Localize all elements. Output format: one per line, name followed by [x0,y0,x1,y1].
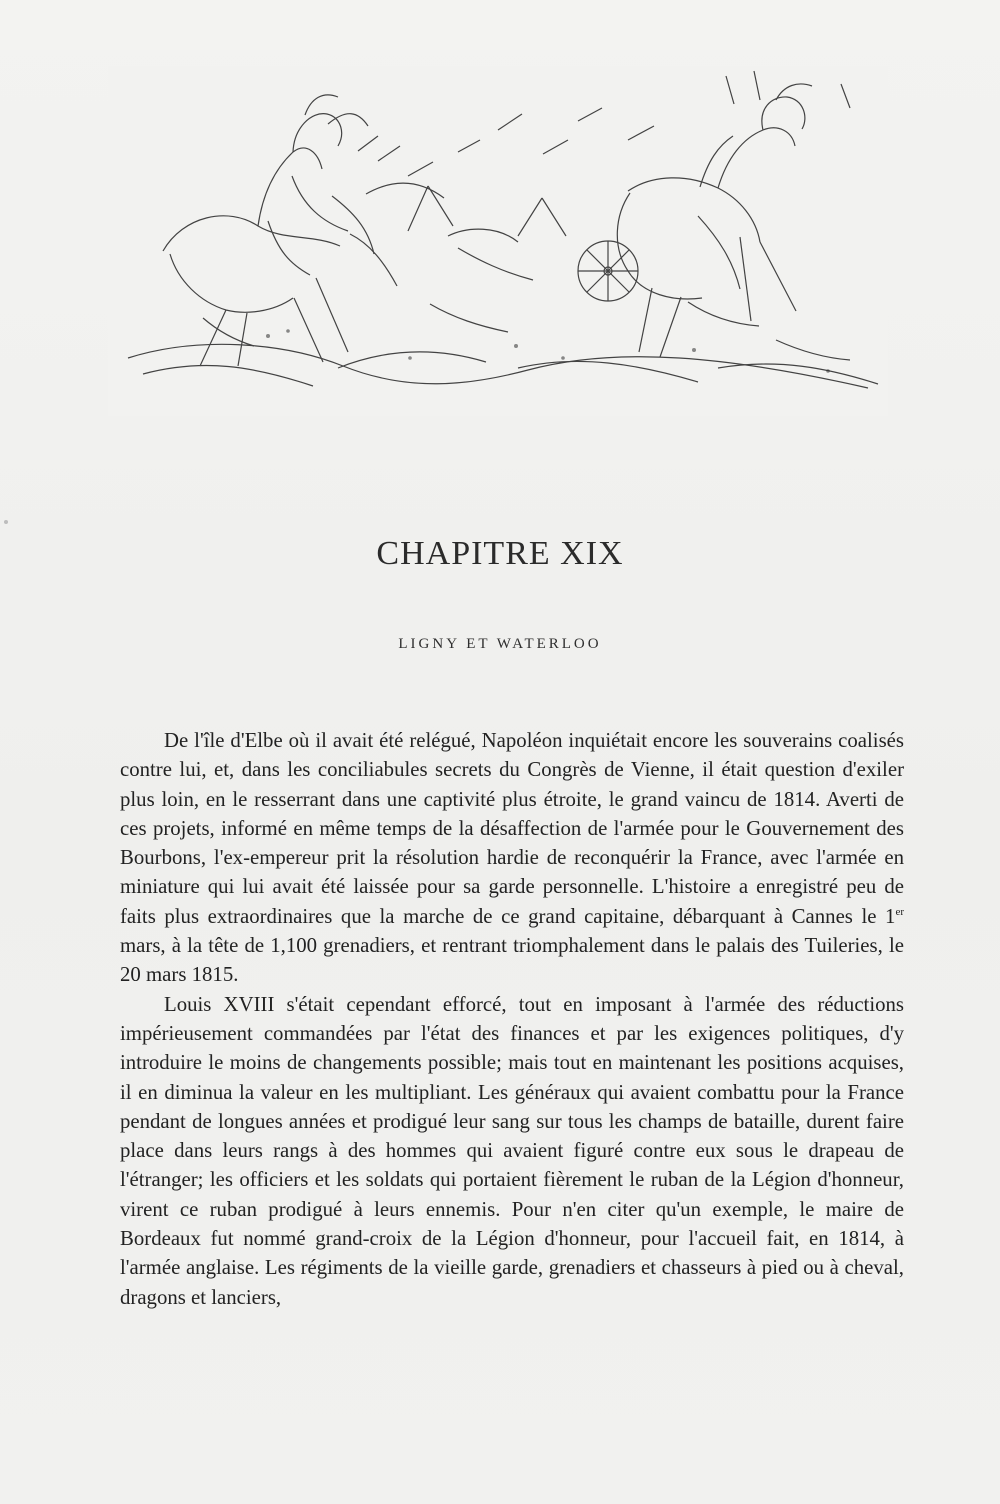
chapter-title: CHAPITRE XIX [376,535,624,572]
chapter-subtitle: LIGNY ET WATERLOO [398,636,602,652]
paragraph-2: Louis XVIII s'était cependant efforcé, tout en imposant à l'armée des réductions impérieusement commandées par l'état des finances et par les exigences politiques, d'y introduire le moins de changements possible; mais tout en maintenant les positions acquises, il en diminua la valeur en les multipliant. Les généraux qui avaient combattu pour la France pendant de longues années et prodigué leur sang sur tous les champs de bataille, durent faire place dans leurs rangs à des hommes qui avaient figuré contre eux sous le drapeau de l'étranger; les officiers et les soldats qui portaient fièrement le ruban de la Légion d'honneur, virent ce ruban prodigué à leurs ennemis. Pour n'en citer qu'un exemple, le maire de Bordeaux fut nommé grand-croix de la Légion d'honneur, pour l'accueil fait, en 1814, à l'armée anglaise. Les régiments de la vieille garde, grenadiers et chasseurs à pied ou à cheval, dragons et lanciers, [120,992,904,1309]
paragraph-1 [120,726,904,990]
paragraph-1-text-after: mars, à la tête de 1,100 grenadiers, et rentrant triomphalement dans le palais des Tuileries, le 20 mars 1815. [120,934,904,987]
battle-engraving-svg [108,66,888,416]
page-mark [4,520,8,524]
paragraph-1-text-before: De l'île d'Elbe où il avait été relégué, Napoléon inquiétait encore les souverains coalisés contre lui, et, dans les conciliabules secrets du Congrès de Vienne, il était question d'exiler plus loin, en le resserrant dans une captivité plus étroite, le grand vaincu de 1814. Averti de ces projets, informé en même temps de la désaffection de l'armée pour le Gouvernement des Bourbons, l'ex-empereur prit la résolution hardie de reconquérir la France, avec l'armée en miniature qui lui avait été laissée pour sa garde personnelle. L'histoire a enregistré peu de faits plus extraordinaires que la marche de ce grand capitaine, débarquant à Cannes le 1 [120,729,904,928]
paragraph-1-superscript: er [895,905,904,918]
battle-illustration [108,66,888,416]
chapter-body [120,726,904,1312]
